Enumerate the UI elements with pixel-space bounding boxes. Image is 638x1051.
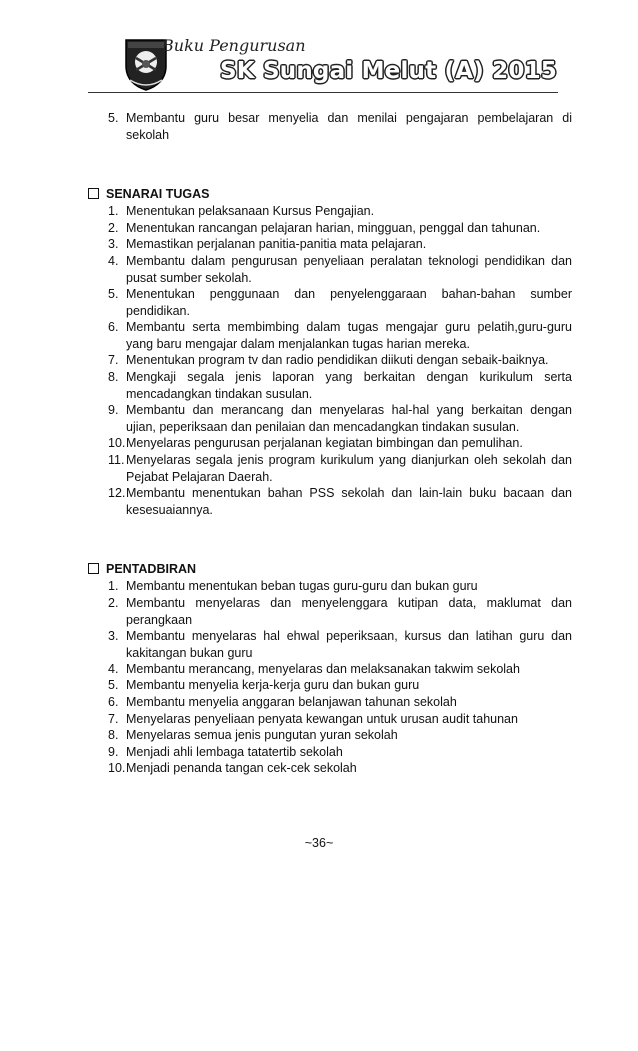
heading-text: PENTADBIRAN [106, 562, 197, 576]
checkbox-bullet-icon [88, 563, 99, 574]
item-text: Membantu menyelia anggaran belanjawan tahunan sekolah [126, 695, 457, 709]
item-number: 5. [108, 287, 119, 301]
item-number: 9. [108, 403, 119, 417]
book-title: Buku Pengurusan [162, 36, 306, 55]
list-item [108, 352, 572, 369]
page-number: ~36~ [304, 836, 334, 850]
item-number: 6. [108, 320, 119, 334]
item-number: 10. [108, 761, 126, 775]
item-text: Membantu menyelaras dan menyelenggara kutipan data, maklumat dan perangkaan [126, 596, 572, 627]
item-number: 10. [108, 436, 126, 450]
item-text: Menentukan pelaksanaan Kursus Pengajian. [126, 204, 375, 218]
item-text: Membantu guru besar menyelia dan menilai pengajaran pembelajaran di sekolah [126, 111, 572, 142]
item-text: Membantu menentukan beban tugas guru-guru dan bukan guru [126, 579, 478, 593]
header-divider [88, 92, 558, 93]
list-item [108, 369, 572, 402]
item-text: Menjadi penanda tangan cek-cek sekolah [126, 761, 357, 775]
item-number: 11. [108, 453, 125, 467]
item-number: 4. [108, 254, 119, 268]
item-number: 5. [108, 111, 119, 125]
item-text: Membantu dalam pengurusan penyeliaan peralatan teknologi pendidikan dan pusat sumber sekolah. [126, 254, 572, 285]
school-title: SK Sungai Melut (A) 2015 [220, 58, 557, 84]
item-number: 9. [108, 745, 119, 759]
list-item [108, 711, 572, 728]
list-item [108, 402, 572, 435]
list-item [108, 694, 572, 711]
item-text: Membantu serta membimbing dalam tugas mengajar guru pelatih,guru-guru yang baru mengajar dalam menjalankan tugas harian mereka. [126, 320, 572, 351]
list-item [108, 661, 572, 678]
item-number: 1. [108, 204, 119, 218]
item-text: Membantu menyelia kerja-kerja guru dan bukan guru [126, 678, 420, 692]
list-item [108, 110, 572, 143]
item-text: Menentukan program tv dan radio pendidikan diikuti dengan sebaik-baiknya. [126, 353, 549, 367]
list-item [108, 203, 572, 220]
item-number: 8. [108, 370, 119, 384]
item-text: Menyelaras segala jenis program kurikulum yang dianjurkan oleh sekolah dan Pejabat Pelajaran Daerah. [126, 453, 572, 484]
list-item [108, 578, 572, 595]
item-number: 12. [108, 486, 126, 500]
list-item [108, 220, 572, 237]
item-text: Menyelaras pengurusan perjalanan kegiatan bimbingan dan pemulihan. [126, 436, 523, 450]
list-item [108, 485, 572, 518]
list-item [108, 236, 572, 253]
item-number: 7. [108, 353, 119, 367]
item-number: 5. [108, 678, 119, 692]
item-number: 3. [108, 237, 119, 251]
item-number: 2. [108, 596, 119, 610]
item-number: 6. [108, 695, 119, 709]
list-item [108, 319, 572, 352]
list-item [108, 286, 572, 319]
item-text: Menentukan penggunaan dan penyelenggaraan bahan-bahan sumber pendidikan. [126, 287, 572, 318]
list-item [108, 595, 572, 628]
item-text: Menentukan rancangan pelajaran harian, mingguan, penggal dan tahunan. [126, 221, 541, 235]
list-item [108, 727, 572, 744]
item-text: Menyelaras semua jenis pungutan yuran sekolah [126, 728, 398, 742]
list-item [108, 628, 572, 661]
heading-text: SENARAI TUGAS [106, 187, 210, 201]
section-heading-senarai-tugas [88, 186, 209, 202]
item-text: Mengkaji segala jenis laporan yang berkaitan dengan kurikulum serta mencadangkan tindakan susulan. [126, 370, 572, 401]
item-text: Membantu menentukan bahan PSS sekolah dan lain-lain buku bacaan dan kesesuaiannya. [126, 486, 572, 517]
list-item [108, 744, 572, 761]
item-text: Membantu menyelaras hal ehwal peperiksaan, kursus dan latihan guru dan kakitangan bukan guru [126, 629, 572, 660]
item-text: Menjadi ahli lembaga tatatertib sekolah [126, 745, 343, 759]
item-text: Membantu merancang, menyelaras dan melaksanakan takwim sekolah [126, 662, 520, 676]
page-header [0, 0, 638, 100]
list-item [108, 452, 572, 485]
item-text: Menyelaras penyeliaan penyata kewangan untuk urusan audit tahunan [126, 712, 518, 726]
item-number: 3. [108, 629, 119, 643]
list-item [108, 677, 572, 694]
item-number: 8. [108, 728, 119, 742]
list-item [108, 435, 572, 452]
list-item [108, 760, 572, 777]
item-number: 1. [108, 579, 119, 593]
list-item [108, 253, 572, 286]
checkbox-bullet-icon [88, 188, 99, 199]
section-heading-pentadbiran [88, 561, 196, 577]
item-number: 2. [108, 221, 119, 235]
item-text: Membantu dan merancang dan menyelaras hal-hal yang berkaitan dengan ujian, peperiksaan dan penilaian dan mencadangkan tindakan susulan. [126, 403, 572, 434]
item-number: 7. [108, 712, 119, 726]
item-number: 4. [108, 662, 119, 676]
item-text: Memastikan perjalanan panitia-panitia mata pelajaran. [126, 237, 427, 251]
